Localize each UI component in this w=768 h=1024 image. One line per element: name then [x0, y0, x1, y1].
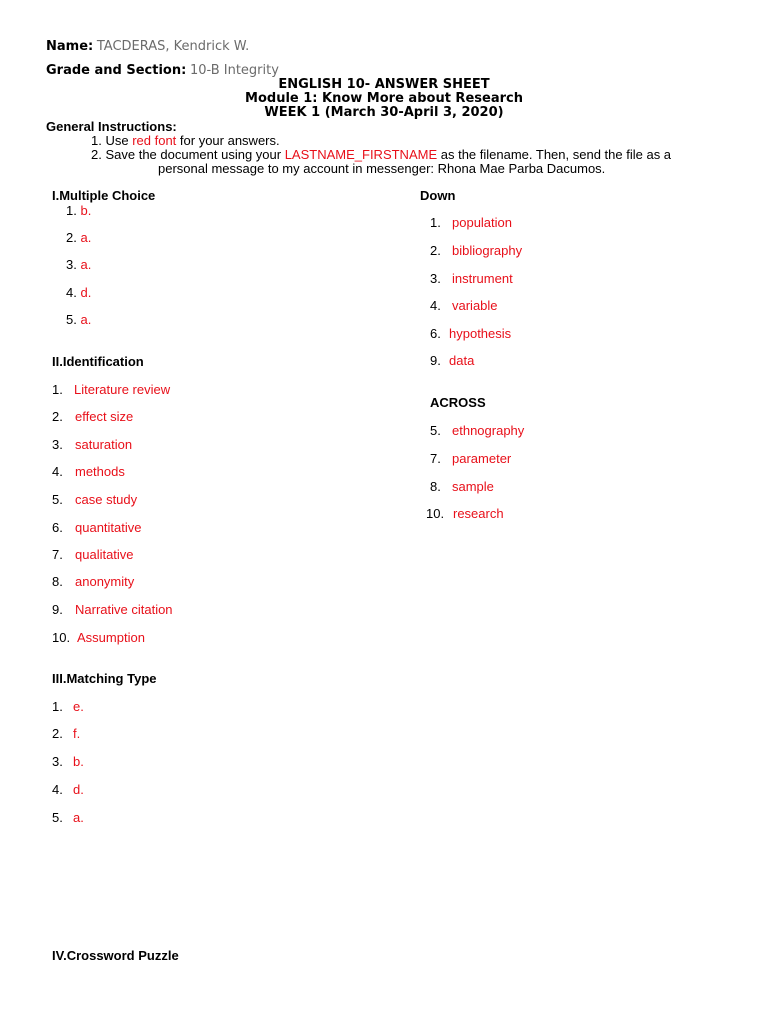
item-answer: parameter: [452, 451, 512, 466]
list-item: [52, 811, 84, 824]
item-answer: saturation: [75, 437, 133, 452]
item-answer: sample: [452, 479, 494, 494]
item-answer: Narrative citation: [75, 602, 173, 617]
item-answer: b.: [73, 754, 84, 769]
list-item: [52, 465, 125, 478]
section-heading-multiple-choice: I.Multiple Choice: [52, 188, 156, 203]
item-number: 4.: [66, 285, 77, 300]
list-item: [430, 244, 522, 257]
item-answer: a.: [80, 312, 92, 327]
item-answer: population: [452, 215, 512, 230]
item-answer: methods: [75, 464, 125, 479]
item-answer: instrument: [452, 271, 513, 286]
item-number: 4.: [52, 782, 63, 797]
name-value: TACDERAS, Kendrick W.: [96, 39, 250, 54]
item-number: 5.: [430, 423, 441, 438]
item-number: 10.: [52, 630, 71, 645]
item-number: 7.: [430, 451, 441, 466]
item-number: 9.: [430, 353, 441, 368]
name-label: Name:: [46, 39, 94, 54]
item-answer: a.: [73, 810, 84, 825]
list-item: [430, 452, 511, 465]
instruction-item-1: [91, 134, 280, 147]
list-item: [430, 327, 511, 340]
item-number: 3.: [52, 754, 63, 769]
section-heading-identification: II.Identification: [52, 354, 144, 369]
title-line-2: Module 1: Know More about Research: [245, 91, 523, 106]
list-item: [66, 204, 91, 217]
instructions-heading: General Instructions:: [46, 119, 177, 134]
list-item: [52, 783, 84, 796]
item-number: 2.: [52, 409, 63, 424]
item-number: 1.: [52, 699, 63, 714]
instruction-number: 1.: [91, 133, 102, 148]
item-answer: qualitative: [75, 547, 134, 562]
item-answer: b.: [80, 203, 92, 218]
list-item: [426, 507, 504, 520]
list-item: [52, 700, 84, 713]
list-item: [66, 313, 91, 326]
item-number: 6.: [430, 326, 441, 341]
item-number: 8.: [52, 574, 63, 589]
list-item: [430, 272, 513, 285]
item-answer: d.: [73, 782, 84, 797]
item-number: 3.: [66, 257, 77, 272]
item-answer: data: [449, 353, 475, 368]
list-item: [52, 493, 137, 506]
item-number: 2.: [66, 230, 77, 245]
list-item: [52, 575, 134, 588]
list-item: [66, 231, 91, 244]
list-item: [66, 286, 91, 299]
item-answer: Literature review: [74, 382, 171, 397]
name-line: [46, 39, 249, 53]
grade-value: 10-B Integrity: [189, 63, 279, 78]
item-answer: f.: [73, 726, 81, 741]
grade-label: Grade and Section:: [46, 63, 187, 78]
list-item: [430, 299, 498, 312]
title-line-1: ENGLISH 10- ANSWER SHEET: [278, 77, 490, 92]
item-number: 4.: [52, 464, 63, 479]
section-heading-crossword: IV.Crossword Puzzle: [52, 948, 179, 963]
list-item: [52, 755, 84, 768]
item-number: 1.: [52, 382, 63, 397]
item-number: 2.: [430, 243, 441, 258]
instruction-item-2: [91, 148, 671, 161]
instruction-number: 2.: [91, 147, 102, 162]
list-item: [52, 521, 142, 534]
item-answer: a.: [80, 230, 92, 245]
item-answer: hypothesis: [449, 326, 512, 341]
list-item: [430, 354, 474, 367]
list-item: [430, 216, 512, 229]
item-answer: bibliography: [452, 243, 523, 258]
item-number: 2.: [52, 726, 63, 741]
item-answer: effect size: [75, 409, 134, 424]
list-item: [52, 631, 145, 644]
list-item: [52, 548, 134, 561]
list-item: [66, 258, 91, 271]
list-item: [52, 727, 80, 740]
list-item: [52, 383, 170, 396]
instruction-red-text: LASTNAME_FIRSTNAME: [284, 147, 438, 162]
item-number: 6.: [52, 520, 63, 535]
item-answer: ethnography: [452, 423, 525, 438]
item-answer: Assumption: [77, 630, 145, 645]
item-number: 3.: [430, 271, 441, 286]
item-answer: case study: [75, 492, 138, 507]
list-item: [52, 410, 133, 423]
instruction-text: Use: [105, 133, 133, 148]
item-number: 4.: [430, 298, 441, 313]
item-answer: e.: [73, 699, 84, 714]
instruction-text: as the filename. Then, send the file as a: [437, 147, 672, 162]
instruction-text: for your answers.: [176, 133, 280, 148]
item-number: 10.: [426, 506, 445, 521]
list-item: [52, 438, 132, 451]
instruction-item-2-continued: personal message to my account in messenger: Rhona Mae Parba Dacumos.: [158, 161, 606, 176]
instruction-text: Save the document using your: [105, 147, 285, 162]
item-answer: d.: [80, 285, 92, 300]
list-item: [430, 480, 494, 493]
section-heading-across: ACROSS: [430, 395, 486, 410]
item-answer: anonymity: [75, 574, 135, 589]
item-answer: research: [453, 506, 504, 521]
item-number: 7.: [52, 547, 63, 562]
item-answer: quantitative: [75, 520, 142, 535]
item-number: 5.: [66, 312, 77, 327]
section-heading-matching-type: III.Matching Type: [52, 671, 157, 686]
item-number: 1.: [66, 203, 77, 218]
list-item: [430, 424, 524, 437]
item-number: 9.: [52, 602, 63, 617]
item-number: 1.: [430, 215, 441, 230]
item-number: 5.: [52, 492, 63, 507]
item-answer: variable: [452, 298, 498, 313]
item-number: 8.: [430, 479, 441, 494]
item-number: 5.: [52, 810, 63, 825]
grade-line: [46, 63, 279, 77]
instruction-red-text: red font: [132, 133, 177, 148]
list-item: [52, 603, 173, 616]
item-answer: a.: [80, 257, 92, 272]
title-line-3: WEEK 1 (March 30-April 3, 2020): [264, 105, 504, 120]
section-heading-down: Down: [420, 188, 456, 203]
item-number: 3.: [52, 437, 63, 452]
